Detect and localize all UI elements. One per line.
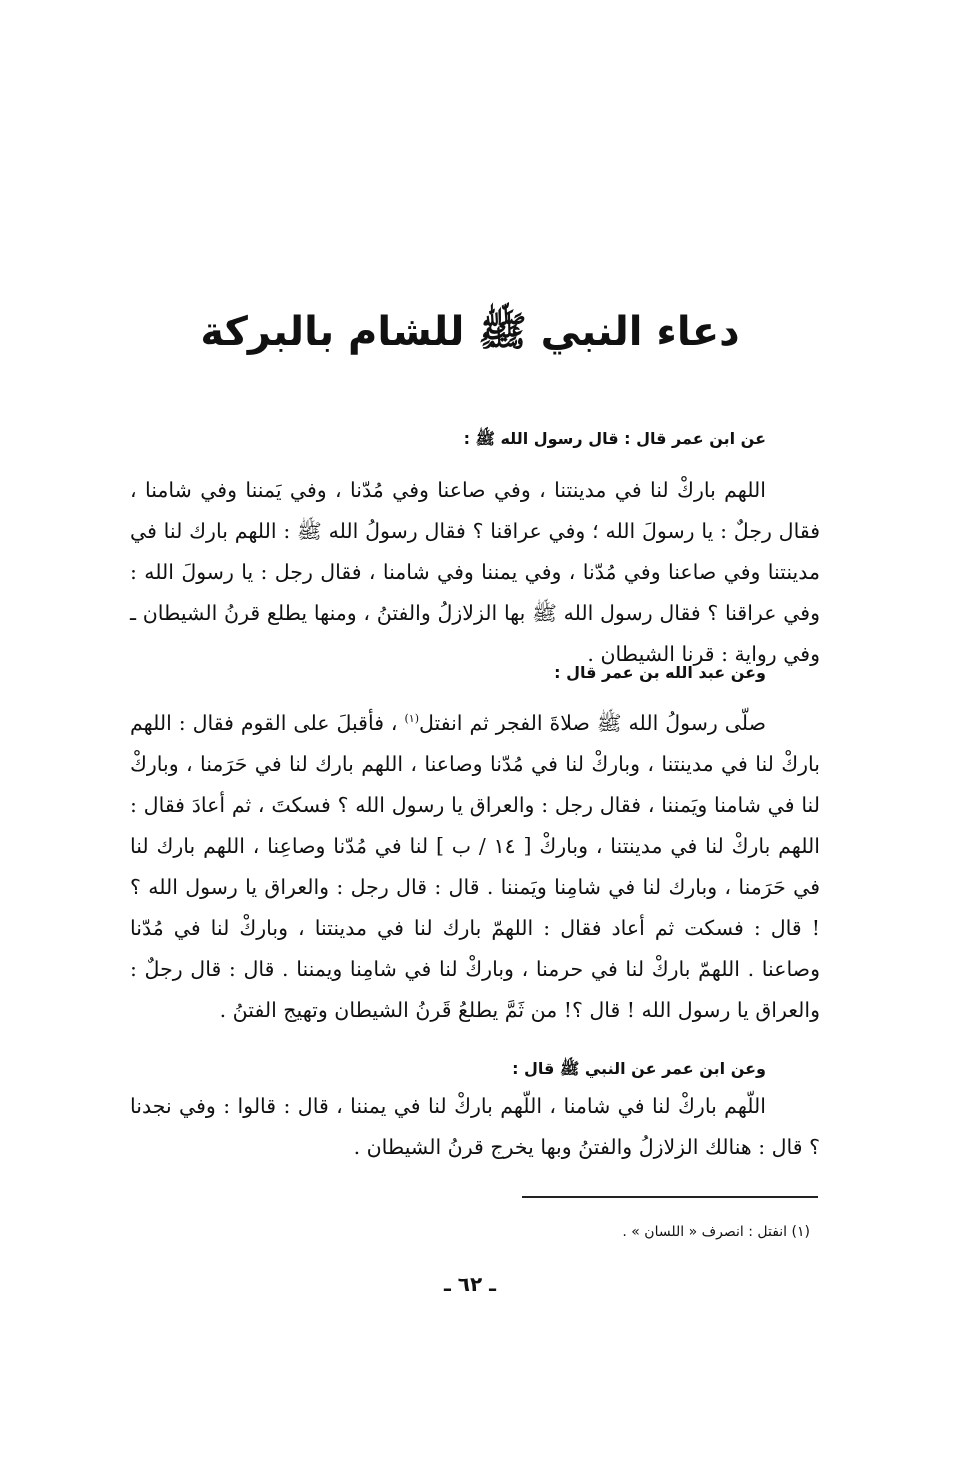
hadith-section-1 <box>130 428 820 675</box>
hadith-intro-2: وعن عبد الله بن عمر قال : <box>554 663 766 682</box>
hadith-text-2-part-b: ، فأقبلَ على القوم فقال : اللهم باركْ لنا في مدينتنا ، وباركْ لنا في مُدّنا وصاعنا ، اللهم بارك لنا في حَرَمنا ، وباركْ لنا في شامنا ويَمننا ، فقال رجل : والعراق يا رسول الله ؟ فسكتَ ، ثم أعادَ فقال : اللهم باركْ لنا في مدينتنا ، وباركْ [ ١٤ / ب ] لنا في مُدّنا وصاعِنا ، اللهم بارك لنا في حَرَمنا ، وبارك لنا في شامِنا ويَمننا . قال : قال رجل : والعراق يا رسول الله ؟ ! قال : فسكت ثم أعاد فقال : اللهمّ بارك لنا في مدينتنا ، وباركْ لنا في مُدّنا وصاعنا . اللهمّ باركْ لنا في حرمنا ، وباركْ لنا في شامِنا ويمننا . قال : قال رجلٌ : والعراق يا رسول الله ! قال ؟! من ثَمَّ يطلعُ قَرنُ الشيطان وتهيج الفتنُ . <box>130 710 820 1022</box>
hadith-section-3 <box>130 1058 820 1168</box>
hadith-text-3: اللّهم باركْ لنا في شامنا ، اللّهم باركْ لنا في يمننا ، قال : قالوا : وفي نجدنا ؟ قال : هنالك الزلازلُ والفتنُ وبها يخرج قرنُ الشيطان . <box>130 1094 820 1159</box>
page-number: ـ ٦٢ ـ <box>443 1272 497 1296</box>
hadith-text-2 <box>130 698 820 1031</box>
hadith-intro-1: عن ابن عمر قال : قال رسول الله ﷺ : <box>463 429 766 448</box>
footnote: (١) انفتل : انصرف « اللسان » . <box>622 1224 810 1240</box>
hadith-section-2 <box>130 662 820 1031</box>
footnote-divider <box>522 1196 818 1198</box>
hadith-intro-3: وعن ابن عمر عن النبي ﷺ قال : <box>512 1059 766 1078</box>
hadith-text-1: اللهم باركْ لنا في مدينتنا ، وفي صاعنا وفي مُدّنا ، وفي يَمننا وفي شامنا ، فقال رجلٌ : يا رسولَ الله ؛ وفي عراقنا ؟ فقال رسولُ الله ﷺ : اللهم بارك لنا في مدينتنا وفي صاعنا وفي مُدّنا ، وفي يمننا وفي شامنا ، فقال رجل : يا رسولَ الله : وفي عراقنا ؟ فقال رسول الله ﷺ بها الزلازلُ والفتنُ ، ومنها يطلع قرنُ الشيطان ـ وفي رواية : قرنا الشيطان . <box>130 478 820 666</box>
footnote-marker: (١) <box>404 712 420 725</box>
hadith-text-2-part-a: صلّى رسولُ الله ﷺ صلاةَ الفجر ثم انفتل <box>419 710 766 735</box>
chapter-title: دعاء النبي ﷺ للشام بالبركة <box>200 308 740 355</box>
